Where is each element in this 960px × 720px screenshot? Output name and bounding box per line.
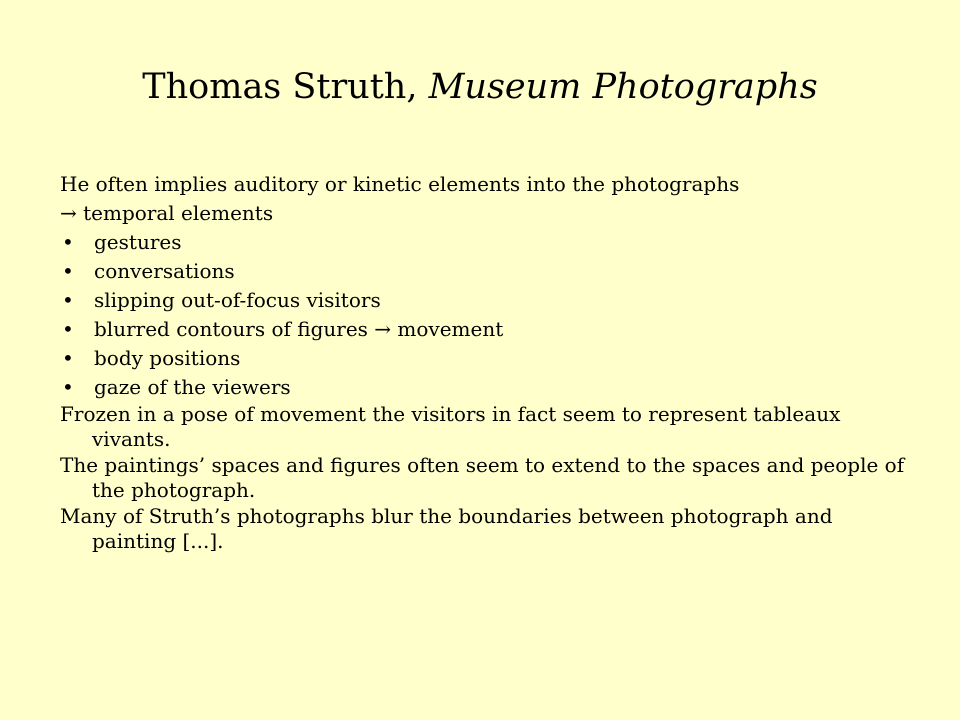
bullet-text: conversations <box>94 259 235 283</box>
bullet-item-conversations <box>60 257 920 286</box>
title-italic-text: Museum Photographs <box>428 67 818 107</box>
bullet-item-gestures <box>60 228 920 257</box>
bullet-text: gaze of the viewers <box>94 375 291 399</box>
bullet-text: body positions <box>94 346 241 370</box>
bullet-icon: • <box>62 375 74 399</box>
paragraph-frozen-pose: Frozen in a pose of movement the visitors in fact seem to represent tableaux vivants. <box>60 402 841 451</box>
bullet-text: slipping out-of-focus visitors <box>94 288 381 312</box>
slide-body <box>60 170 920 555</box>
paragraph-paintings-spaces: The paintings’ spaces and figures often seem to extend to the spaces and people of the photograph. <box>60 453 905 502</box>
bullet-icon: • <box>62 230 74 254</box>
bullet-text: blurred contours of figures → movement <box>94 317 504 341</box>
bullet-item-body-positions <box>60 344 920 373</box>
bullet-icon: • <box>62 288 74 312</box>
bullet-icon: • <box>62 317 74 341</box>
bullet-text: gestures <box>94 230 182 254</box>
intro-line: He often implies auditory or kinetic elements into the photographs <box>60 172 740 196</box>
bullet-list <box>60 228 920 402</box>
slide-title <box>0 62 960 112</box>
bullet-icon: • <box>62 346 74 370</box>
bullet-item-gaze <box>60 373 920 402</box>
arrow-line: → temporal elements <box>60 201 274 225</box>
paragraph-blur-boundaries: Many of Struth’s photographs blur the boundaries between photograph and painting [...]. <box>60 504 833 553</box>
title-plain-text: Thomas Struth, <box>142 67 429 107</box>
bullet-item-blurred-contours <box>60 315 920 344</box>
bullet-item-out-of-focus <box>60 286 920 315</box>
bullet-icon: • <box>62 259 74 283</box>
